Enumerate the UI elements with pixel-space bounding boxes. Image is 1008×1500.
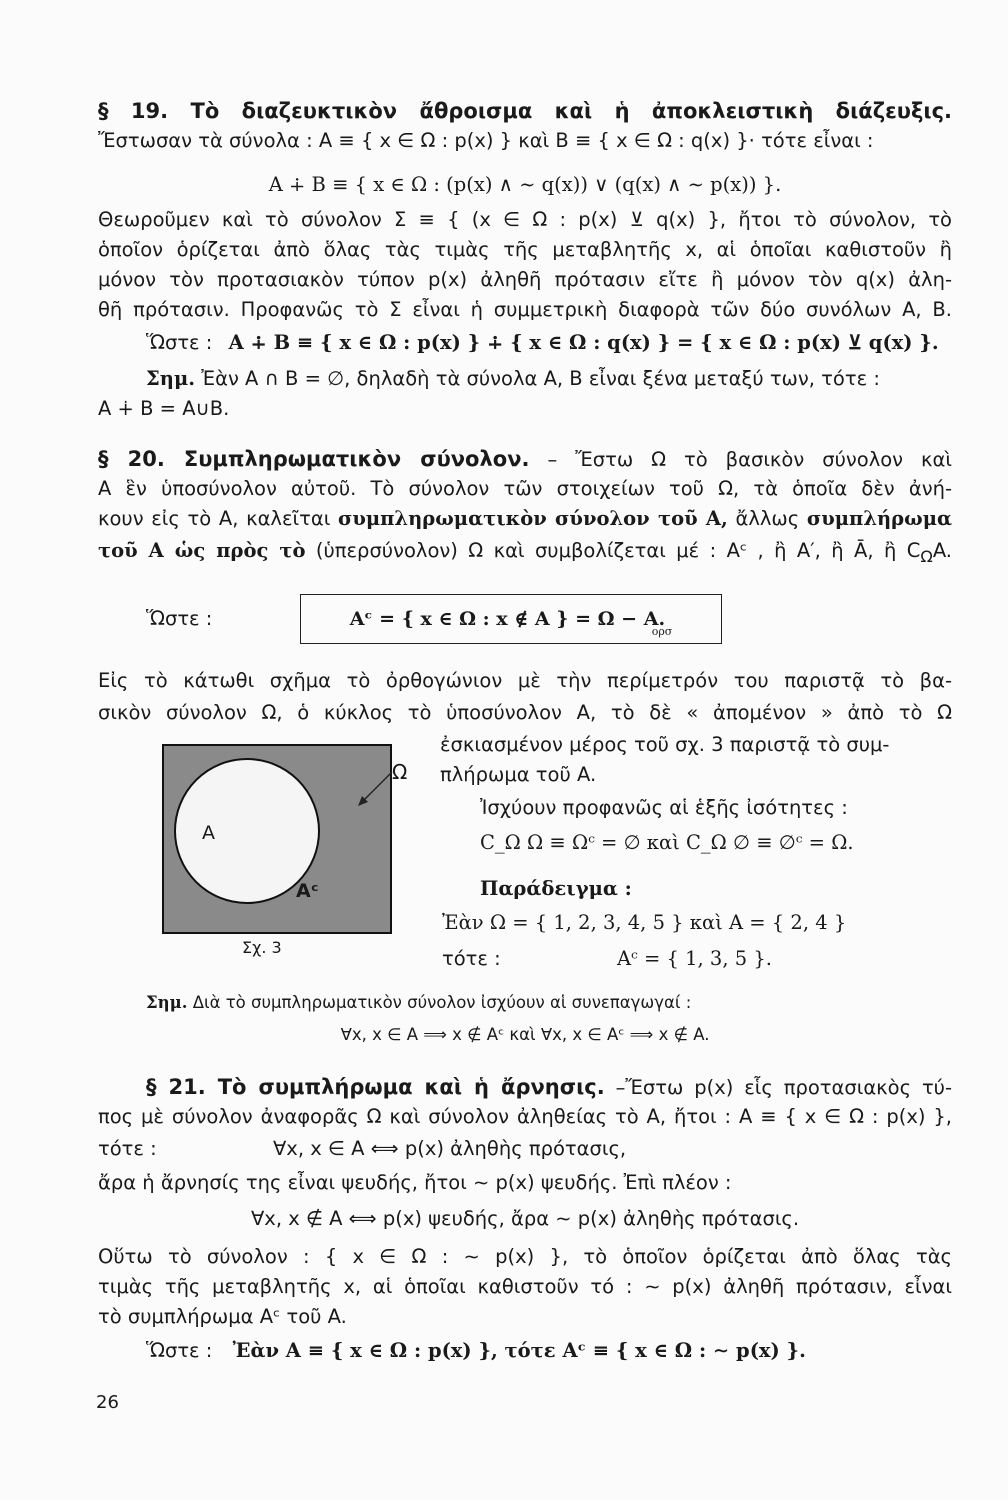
example-line-1: Ἐὰν Ω = { 1, 2, 3, 4, 5 } καὶ A = { 2, 4 } [442,911,847,934]
sec20-line-3-c: ἄλλως [735,507,800,530]
sec20-para-line-3: ἐσκιασμένον μέρος τοῦ σχ. 3 παριστᾷ τὸ συμ- [440,733,890,756]
example-line-2 [442,946,952,972]
sec20-line-3-a: κουν εἰς τὸ A, καλεῖται [98,507,331,530]
sec21-line-8: τὸ συμπλήρωμα Aᶜ τοῦ A. [98,1305,347,1328]
sec20-note-formula: ∀x, x ∈ A ⟹ x ∉ Aᶜ καὶ ∀x, x ∈ Aᶜ ⟹ x ∉ A. [340,1025,710,1044]
sec21-then: τότε : [98,1137,157,1160]
sec19-note-text: Ἐὰν A ∩ B = ∅, δηλαδὴ τὰ σύνολα A, B εἶναι ξένα μεταξύ των, τότε : [201,367,880,390]
sec19-para-line-4: θῆ πρότασιν. Προφανῶς τὸ Σ εἶναι ἡ συμμετρικὴ διαφορὰ τῶν δύο συνόλων A, B. [98,298,952,321]
example-then: τότε : [442,947,501,970]
sec19-para-line-3: μόνον τὸν προτασιακὸν τύπον p(x) ἀληθῆ πρότασιν εἴτε ἢ μόνον τὸν q(x) ἀλη- [98,268,952,291]
sec21-line-2: πος μὲ σύνολον ἀναφορᾶς Ω καὶ σύνολον ἀληθείας τὸ A, ἤτοι : A ≡ { x ∈ Ω : p(x) }, [98,1105,952,1128]
sec21-conclusion-formula: Ἐὰν A ≡ { x ∈ Ω : p(x) }, τότε Aᶜ ≡ { x ∈ Ω : ∼ p(x) }. [232,1339,806,1362]
definition-box [300,594,722,644]
sec21-line-6: Οὕτω τὸ σύνολον : { x ∈ Ω : ∼ p(x) }, τὸ ὁποῖον ὁρίζεται ἀπὸ ὅλας τὰς [98,1245,952,1268]
sec20-para-line-2: σικὸν σύνολον Ω, ὁ κύκλος τὸ ὑποσύνολον A, τὸ δὲ « ἀπομένον » ἀπὸ τὸ Ω [98,701,952,724]
term-complement: συμπλήρωμα [806,507,952,530]
sec20-line-1-rest: – Ἔστω Ω τὸ βασικὸν σύνολον καὶ [547,448,952,471]
term-complement-set: συμπληρωματικὸν σύνολον τοῦ A, [337,507,728,530]
page-number: 26 [96,1392,119,1413]
sec20-line-4-c: A. [932,539,953,562]
hoste-label: Ὥστε : [146,331,213,354]
sec19-note-line-2: A ∔ B = A∪B. [98,397,230,420]
figure-label-omega: Ω [392,760,408,784]
sec20-line-4-sub: Ω [920,546,933,566]
sec19-line-1: Ἔστωσαν τὰ σύνολα : A ≡ { x ∈ Ω : p(x) } καὶ B ≡ { x ∈ Ω : q(x) }· τότε εἶναι : [98,129,874,152]
sec21-equivalence-1: ∀x, x ∈ A ⟺ p(x) ἀληθὴς πρότασις, [272,1137,627,1160]
figure-caption: Σχ. 3 [242,938,282,957]
example-label: Παράδειγμα : [480,877,632,900]
sec20-line-4-b: (ὑπερσύνολον) Ω καὶ συμβολίζεται μέ : Aᶜ , ἢ A′, ἢ Ā, ἢ C [315,539,921,562]
sec21-equivalence-2: ∀x, x ∉ A ⟺ p(x) ψευδής, ἄρα ∼ p(x) ἀληθὴς πρότασις. [250,1207,800,1230]
identities-formula: C_Ω Ω ≡ Ωᶜ = ∅ καὶ C_Ω ∅ ≡ ∅ᶜ = Ω. [480,831,854,854]
sec19-para-line-2: ὁποῖον ὁρίζεται ἀπὸ ὅλας τὰς τιμὰς τῆς μεταβλητῆς x, αἱ ὁποῖαι καθιστοῦν ἢ [98,238,952,261]
sec19-note [98,366,952,392]
definition-formula: Aᶜ = { x ∈ Ω : x ∉ A } = Ω − A. [349,608,666,630]
note-label: Σημ. [146,993,188,1012]
sec20-line-4-a: τοῦ A ὡς πρὸς τὸ [98,539,306,562]
sec20-line-1 [98,446,952,473]
section-21-heading: § 21. Τὸ συμπλήρωμα καὶ ἡ ἄρνησις. [146,1075,605,1099]
identities-intro: Ἰσχύουν προφανῶς αἱ ἑξῆς ἰσότητες : [480,796,848,819]
hoste-label: Ὥστε : [146,1339,213,1362]
section-20-heading: § 20. Συμπληρωματικὸν σύνολον. [98,447,530,471]
sec20-line-4 [98,538,952,570]
sec19-formula: A ∔ B ≡ { x ∈ Ω : (p(x) ∧ ∼ q(x)) ∨ (q(x) ∧ ∼ p(x)) }. [268,173,782,196]
sec21-line-7: τιμὰς τῆς μεταβλητῆς x, αἱ ὁποῖαι καθιστοῦν τό : ∼ p(x) ἀληθῆ πρότασιν, εἶναι [98,1275,952,1298]
definition-subscript: ορσ [651,625,673,638]
sec20-para-line-1: Εἰς τὸ κάτωθι σχῆμα τὸ ὀρθογώνιον μὲ τὴν περίμετρόν του παριστᾷ τὸ βα- [98,669,952,692]
sec20-line-3 [98,506,952,532]
figure-label-a: A [202,822,215,844]
sec21-line-1-rest: –Ἔστω p(x) εἷς προτασιακὸς τύ- [615,1076,953,1099]
sec19-para-line-1: Θεωροῦμεν καὶ τὸ σύνολον Σ ≡ { (x ∈ Ω : p(x) ⊻ q(x) }, ἤτοι τὸ σύνολον, τὸ [98,208,952,231]
sec21-conclusion [98,1338,952,1364]
sec19-conclusion-formula: A ∔ B ≡ { x ∈ Ω : p(x) } ∔ { x ∈ Ω : q(x) } = { x ∈ Ω : p(x) ⊻ q(x) }. [228,331,939,354]
sec21-line-3 [98,1136,952,1162]
note-label: Σημ. [146,367,196,390]
section-19-heading: § 19. Τὸ διαζευκτικὸν ἄθροισμα καὶ ἡ ἀποκλειστικὴ διάζευξις. [98,99,952,123]
sec20-note [98,990,952,1016]
sec20-hoste-label [98,606,298,632]
sec20-line-2: A ἓν ὑποσύνολον αὐτοῦ. Τὸ σύνολον τῶν στοιχείων τοῦ Ω, τὰ ὁποῖα δὲν ἀνή- [98,477,952,500]
sec21-line-1 [98,1074,952,1101]
figure-label-complement: Aᶜ [296,880,319,902]
sec20-para-line-4: πλήρωμα τοῦ A. [440,763,597,786]
sec20-note-text: Διὰ τὸ συμπληρωματικὸν σύνολον ἰσχύουν αἱ συνεπαγωγαί : [192,993,692,1012]
example-complement: Aᶜ = { 1, 3, 5 }. [616,947,772,970]
sec21-line-4: ἄρα ἡ ἄρνησίς της εἶναι ψευδής, ἤτοι ∼ p(x) ψευδής. Ἐπὶ πλέον : [98,1171,732,1194]
sec19-conclusion [98,330,952,356]
hoste-label: Ὥστε : [146,607,213,630]
